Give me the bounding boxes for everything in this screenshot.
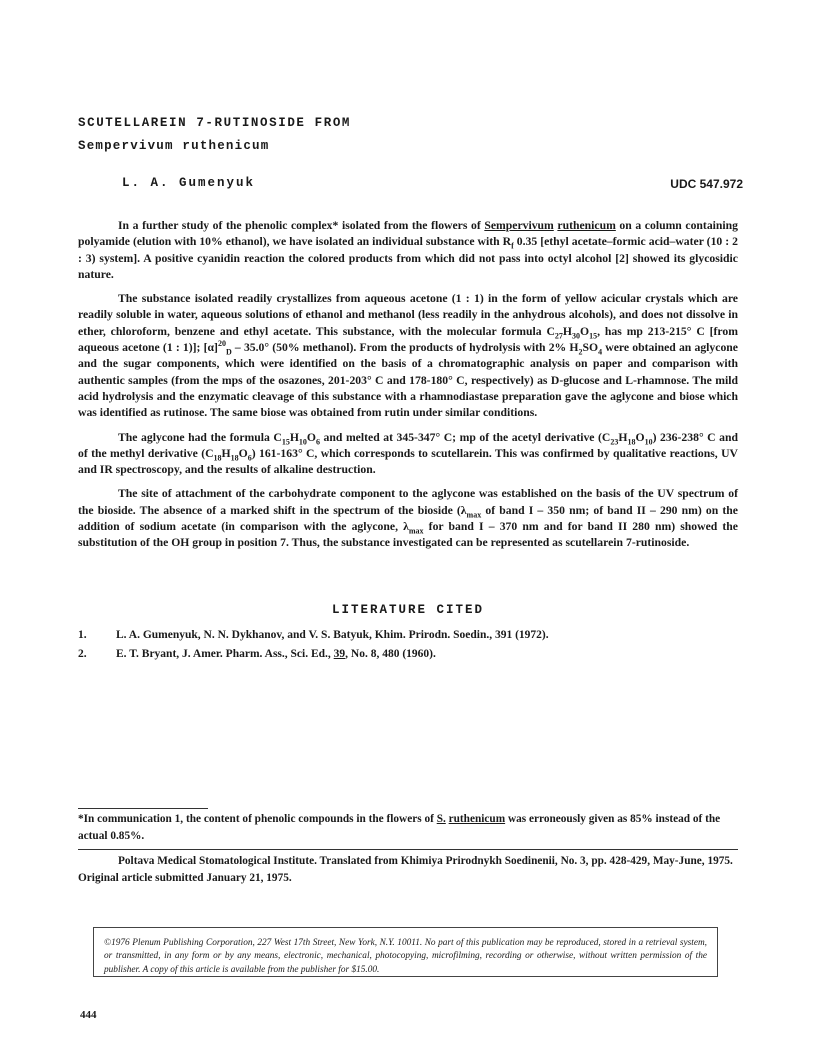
- subscript: D: [225, 347, 232, 357]
- reference-text: [116, 645, 436, 664]
- reference-item: [78, 645, 738, 664]
- affiliation-divider: [78, 849, 738, 850]
- subscript: f: [511, 241, 514, 251]
- udc-code: UDC 547.972: [670, 177, 743, 191]
- article-subtitle-species: Sempervivum ruthenicum: [78, 139, 270, 153]
- paragraph-3: [78, 430, 738, 479]
- species-name: ruthenicum: [557, 219, 616, 232]
- text-run: 0.35 [ethyl acetate–formic acid–water (10 : 2 : 3) system]. A positive cyanidin reaction the colored products from which did not pass into octyl alcohol [2] showed its glycosidic nature.: [78, 235, 738, 281]
- paragraph-1: [78, 218, 738, 283]
- text-run: H: [618, 430, 628, 444]
- text-run: ) 236-238° C and of the methyl derivative (C: [78, 430, 739, 460]
- subscript: max: [466, 510, 482, 520]
- subscript: 18: [627, 436, 636, 446]
- article-body: [78, 218, 738, 560]
- subscript: 6: [316, 436, 321, 446]
- text-run: H: [221, 446, 231, 460]
- reference-number: 2.: [78, 648, 87, 660]
- reference-list: [78, 626, 738, 664]
- text-run: O: [238, 446, 248, 460]
- subscript: 2: [578, 347, 583, 357]
- reference-item: [78, 626, 738, 645]
- subscript: max: [408, 526, 424, 536]
- text-run: O: [635, 430, 645, 444]
- subscript: 27: [554, 331, 563, 341]
- text-run: The aglycone had the formula C: [118, 430, 282, 444]
- footnote: [78, 811, 738, 845]
- subscript: 4: [598, 347, 603, 357]
- text-run: – 35.0° (50% methanol). From the products of hydrolysis with 2% H: [231, 341, 579, 355]
- text-run: for band I – 370 nm and for band II 280 nm) showed the substitution of the OH group in position 7. Thus, the substance investigated can be represented as scutellarein 7-rutinoside.: [78, 520, 738, 550]
- text-run: H: [289, 430, 299, 444]
- superscript: 20: [217, 339, 226, 349]
- copyright-notice: ©1976 Plenum Publishing Corporation, 227 West 17th Street, New York, N.Y. 10011. No part of this publication may be reproduced, stored in a retrieval system, or transmitted, in any form or by any means, electronic, mechanical, photocopying, microfilming, recording or otherwise, without written permission of the publisher. A copy of this article is available from the publisher for $15.00.: [93, 927, 718, 977]
- text-run: of band I – 350 nm; of band II – 290 nm) on the addition of sodium acetate (in comparison with the aglycone, λ: [78, 503, 738, 534]
- text-run: and melted at 345-347° C; mp of the acetyl derivative (C: [320, 430, 611, 444]
- paragraph-4: [78, 486, 738, 551]
- reference-number: 1.: [78, 629, 87, 641]
- text-run: O: [580, 324, 590, 338]
- text-run: H: [562, 324, 573, 338]
- author-name: L. A. Gumenyuk: [122, 176, 256, 190]
- text-run: were obtained an aglycone and the sugar components, which were identified on the basis of a chromatographic analysis on paper and comparison with authentic samples (from the mps of the osazones, 201-203° C and 178-180° C, respectively) as D-glucose and L-rhamnose. The mild acid hydrolysis and the enzymatic cleavage of this substance with a rhamnodiastase preparation gave the aglycone and biose which was identified as rutinose. The same biose was obtained from rutin under similar conditions.: [78, 341, 738, 420]
- text-run: E. T. Bryant, J. Amer. Pharm. Ass., Sci. Ed.,: [116, 648, 334, 660]
- affiliation-note: Poltava Medical Stomatological Institute. Translated from Khimiya Prirodnykh Soedinenii, No. 3, pp. 428-429, May-June, 1975. Original article submitted January 21, 1975.: [78, 855, 733, 884]
- genus-abbrev: S.: [436, 813, 446, 825]
- genus-name: Sempervivum: [484, 219, 554, 232]
- subscript: 10: [298, 436, 307, 446]
- page-number: 444: [80, 1009, 97, 1021]
- text-run: , has mp 213-215° C [from aqueous acetone (1 : 1)]; [α]: [78, 324, 738, 355]
- article-title: SCUTELLAREIN 7-RUTINOSIDE FROM: [78, 116, 352, 130]
- reference-text: L. A. Gumenyuk, N. N. Dykhanov, and V. S. Batyuk, Khim. Prirodn. Soedin., 391 (1972).: [116, 629, 549, 641]
- text-run: *In communication 1, the content of phenolic compounds in the flowers of: [78, 813, 437, 825]
- subscript: 23: [610, 436, 619, 446]
- text-run: on a column containing polyamide (elution with 10% ethanol), we have isolated an individual substance with R: [78, 219, 738, 249]
- text-run: The substance isolated readily crystallizes from aqueous acetone (1 : 1) in the form of yellow acicular crystals which are readily soluble in water, aqueous solutions of ethanol and methanol (less readily in the anhydrous alcohols), and does not dissolve in ether, chloroform, benzene and ethyl acetate. This substance, with the molecular formula C: [78, 292, 738, 338]
- text-run: ) 161-163° C, which corresponds to scutellarein. This was confirmed by qualitative reactions, UV and IR spectroscopy, and the results of alkaline destruction.: [78, 446, 738, 477]
- text-run: In a further study of the phenolic complex* isolated from the flowers of: [118, 219, 485, 232]
- subscript: 18: [230, 453, 239, 463]
- text-run: The site of attachment of the carbohydrate component to the aglycone was established on the basis of the UV spectrum of the bioside. The absence of a marked shift in the spectrum of the bioside (λ: [78, 487, 738, 517]
- subscript: 18: [213, 453, 222, 463]
- subscript: 30: [572, 331, 581, 341]
- subscript: 10: [644, 436, 653, 446]
- volume-number: 39: [333, 648, 346, 660]
- species-name: ruthenicum: [448, 813, 506, 825]
- text-run: , No. 8, 480 (1960).: [345, 648, 436, 660]
- literature-heading: LITERATURE CITED: [331, 603, 485, 617]
- paragraph-2: [78, 291, 738, 421]
- text-run: SO: [582, 341, 599, 355]
- footnote-divider: [78, 808, 208, 809]
- subscript: 15: [281, 436, 290, 446]
- text-run: O: [306, 430, 317, 444]
- subscript: 6: [247, 453, 252, 463]
- text-run: was erroneously given as 85% instead of the actual 0.85%.: [78, 813, 721, 842]
- subscript: 15: [589, 331, 598, 341]
